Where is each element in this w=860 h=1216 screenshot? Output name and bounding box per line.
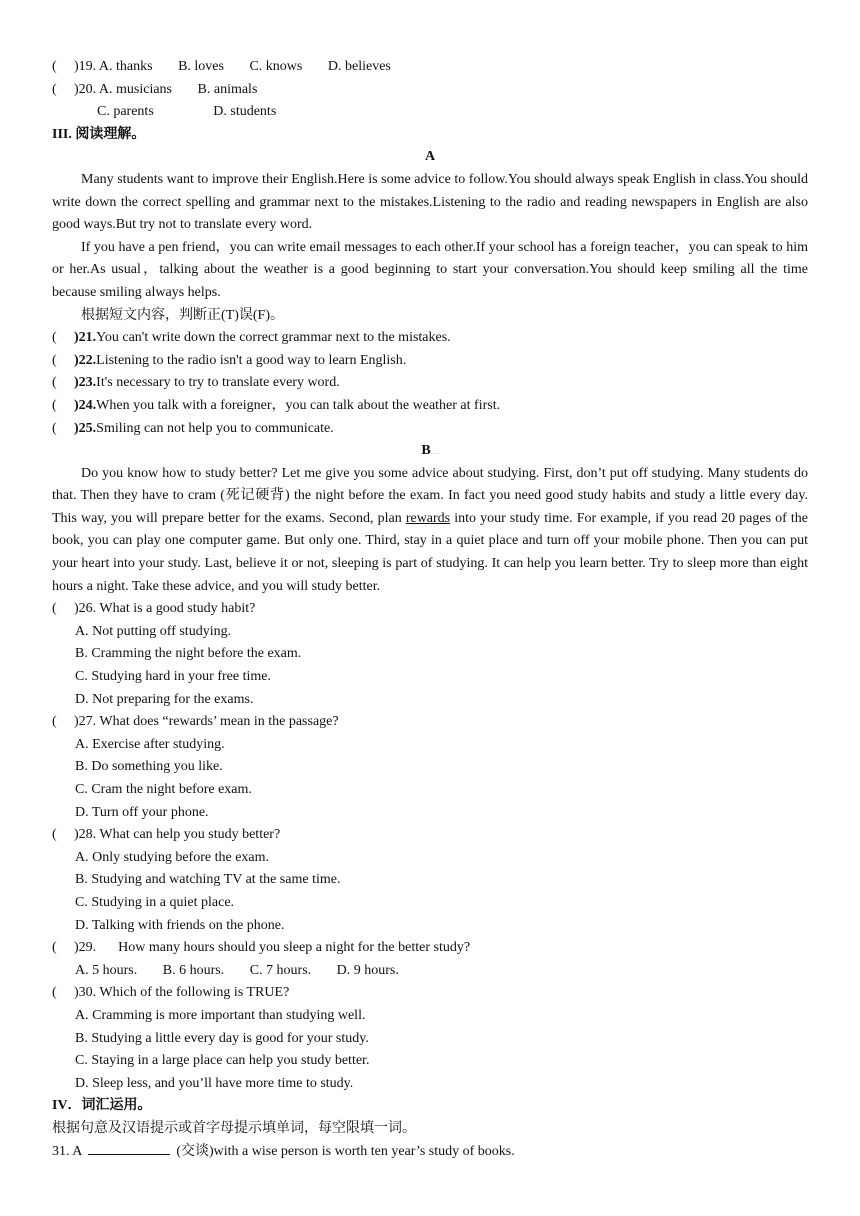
question-28: ( )28. What can help you study better? — [52, 827, 281, 843]
option-c: C. 7 hours. — [249, 962, 312, 978]
question-20-options-cd — [52, 101, 808, 124]
watermark-mark: …… — [430, 450, 439, 456]
question-21: ( )21.You can't write down the correct grammar next to the mistakes. — [52, 330, 451, 346]
question-22: ( )22.Listening to the radio isn't a good way to learn English. — [52, 352, 407, 368]
option-d: D. Turn off your phone. — [75, 804, 209, 820]
option-b: B. animals — [197, 81, 258, 97]
question-31: 31. A (交谈)with a wise person is worth ten year’s study of books. — [52, 1143, 515, 1159]
passage-b-label: B…… — [421, 443, 439, 459]
answer-paren: ( — [52, 59, 57, 74]
passage-a-paragraph-2: If you have a pen friend，you can write email messages to each other.If your school has a foreign teacher，you can speak to him or her.As usual，talking about the weather is a good beginning to start your conversation.You should keep smiling all the time because smiling always helps. — [52, 239, 808, 300]
question-30: ( )30. Which of the following is TRUE? — [52, 985, 290, 1001]
option-a: A. Cramming is more important than studying well. — [75, 1007, 366, 1023]
option-d: D. Not preparing for the exams. — [75, 691, 254, 707]
passage-a-paragraph-1: Many students want to improve their English.Here is some advice to follow.You should always speak English in class.You should write down the correct spelling and grammar next to the mistakes.Listening to the radio and reading newspapers in English are also good ways.But try not to translate every word. — [52, 171, 808, 233]
option-c: C. parents — [97, 104, 154, 120]
question-29-options — [52, 960, 808, 983]
option-d: D. Sleep less, and you’ll have more time to study. — [75, 1075, 354, 1091]
question-19: ( )19. A. thanks B. loves C. knows D. believes — [52, 56, 808, 79]
worksheet-page — [52, 56, 808, 1163]
option-d: D. students — [213, 104, 277, 120]
option-c: C. Cram the night before exam. — [75, 782, 252, 797]
question-26: ( )26. What is a good study habit? — [52, 601, 256, 617]
option-c: C. Studying in a quiet place. — [75, 894, 235, 910]
option-d: D. 9 hours. — [336, 962, 399, 978]
option-a: A. Only studying before the exam. — [75, 849, 270, 865]
section-instruction: 根据句意及汉语提示或首字母提示填单词，每空限填一词。 — [52, 1120, 416, 1136]
section-heading-reading: III. 阅读理解。 — [52, 126, 146, 142]
option-d: D. believes — [327, 59, 391, 74]
option-c: C. Staying in a large place can help you study better. — [75, 1053, 370, 1069]
option-b: B. Studying a little every day is good for your study. — [75, 1030, 369, 1046]
fill-in-blank[interactable] — [88, 1142, 170, 1155]
option-b: B. Cramming the night before the exam. — [75, 646, 302, 662]
option-b: B. Do something you like. — [75, 759, 223, 775]
passage-a-instruction: 根据短文内容，判断正(T)误(F)。 — [81, 307, 284, 323]
question-27: ( )27. What does “rewards’ mean in the passage? — [52, 714, 339, 730]
passage-b-paragraph: Do you know how to study better? Let me give you some advice about studying. First, don’t put off studying. Many students do that. Then they have to cram (死记硬背) the night before the exam. In fact you need good study habits and study a little every day. This way, you will prepare better for the exams. Second, plan rewards into your study time. For example, if you read 20 pages of the book, you can play one computer game. But only one. Third, stay in a quiet place and turn off your mobile phone. Then you can put your heart into your study. Last, believe it or not, sleeping is part of studying. It can help you learn better. Try to sleep more than eight hours a night. Take these advice, and you will study better. — [52, 465, 808, 594]
question-24: ( )24.When you talk with a foreigner，you can talk about the weather at first. — [52, 397, 501, 413]
option-a: A. 5 hours. — [75, 962, 138, 978]
option-a: A. Not putting off studying. — [75, 623, 232, 639]
option-a: A. thanks — [98, 59, 153, 74]
underlined-word-rewards: rewards — [405, 510, 451, 526]
option-b: B. loves — [178, 59, 224, 74]
option-d: D. Talking with friends on the phone. — [75, 917, 285, 933]
option-a: A. Exercise after studying. — [75, 736, 225, 752]
question-25: ( )25.Smiling can not help you to communicate. — [52, 420, 334, 436]
question-23: ( )23.It's necessary to try to translate every word. — [52, 375, 340, 391]
option-a: A. musicians — [98, 81, 173, 97]
question-20: ( )20. A. musicians B. animals — [52, 81, 258, 97]
option-b: B. Studying and watching TV at the same time. — [75, 872, 341, 888]
option-c: C. knows — [249, 59, 303, 74]
passage-a-label: A — [424, 149, 436, 165]
section-heading-vocabulary: IV．词汇运用。 — [52, 1098, 152, 1114]
option-b: B. 6 hours. — [162, 962, 225, 978]
question-29: ( )29. How many hours should you sleep a night for the better study? — [52, 940, 471, 956]
option-c: C. Studying hard in your free time. — [75, 669, 271, 685]
